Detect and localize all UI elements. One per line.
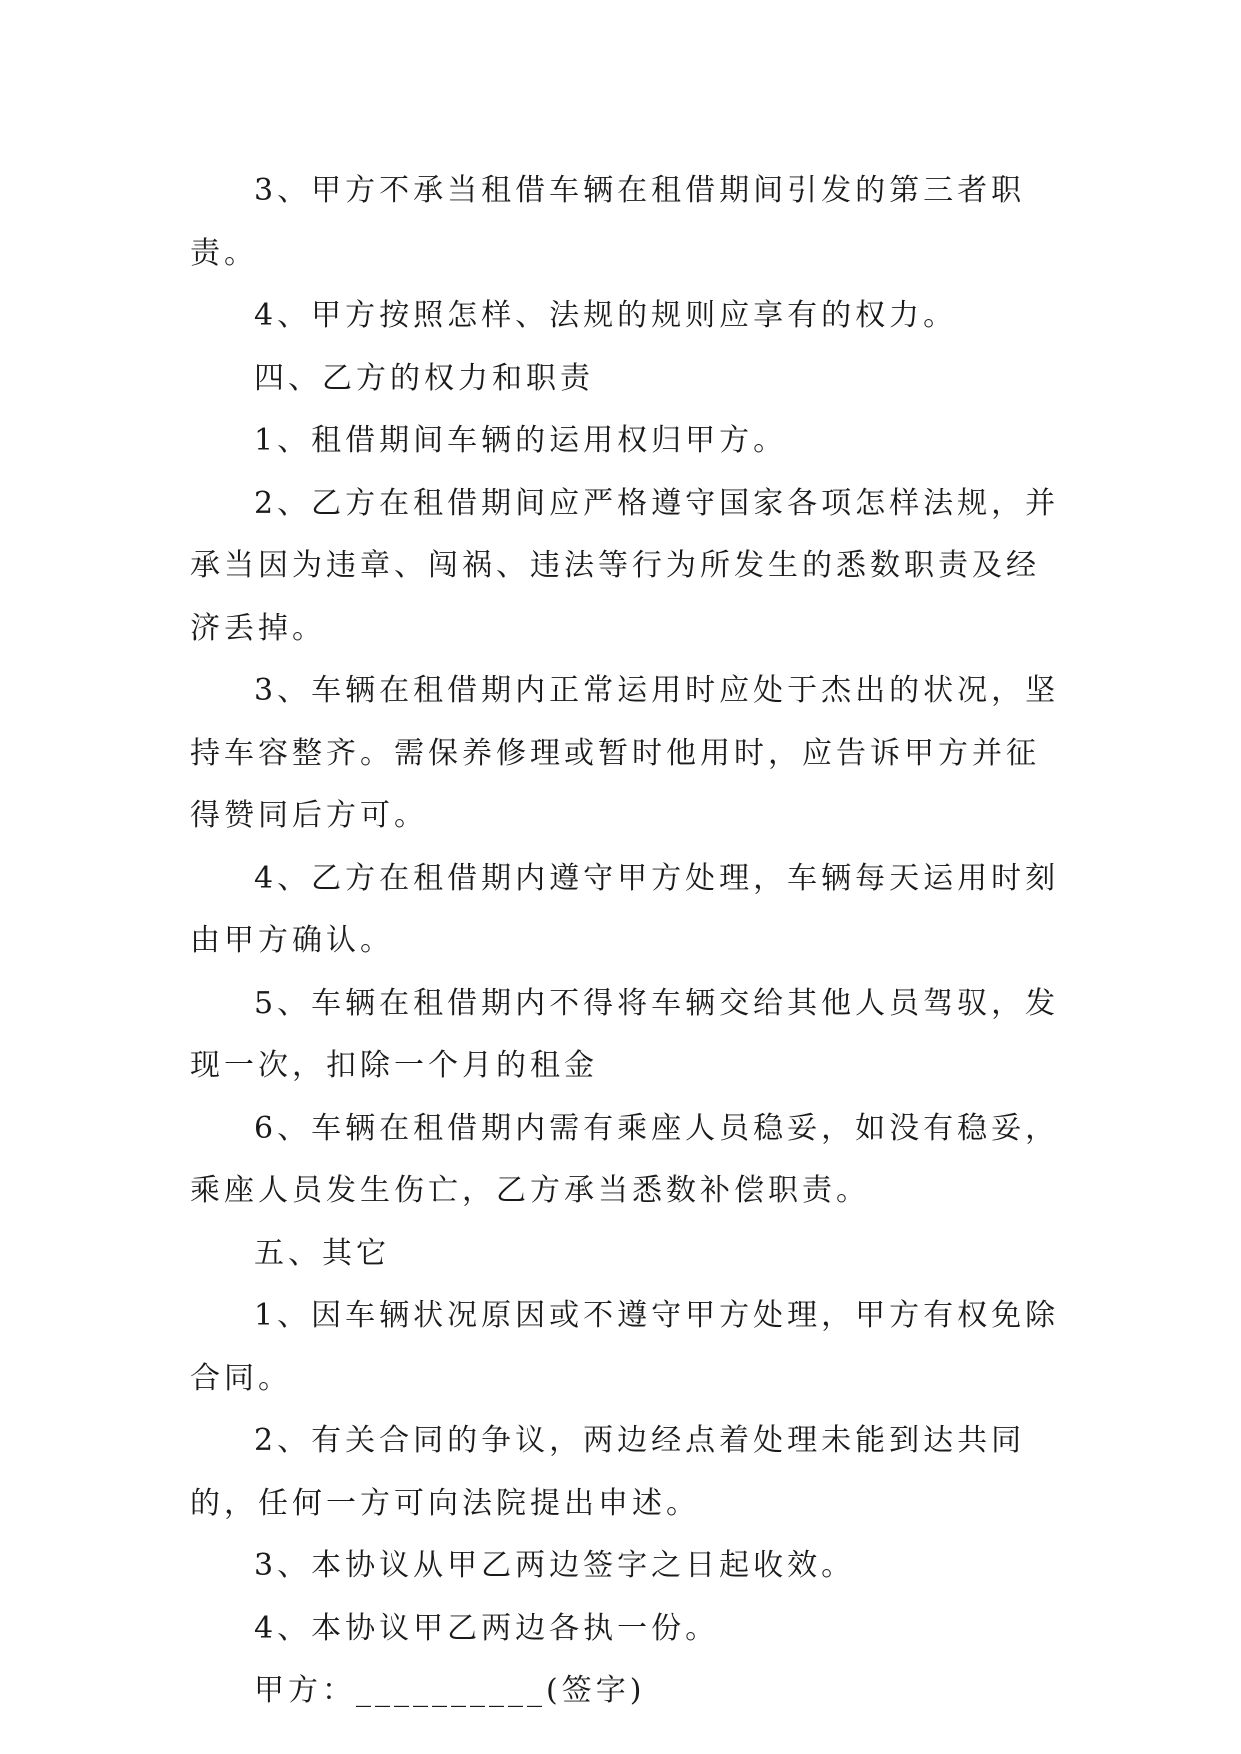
clause-4-party-b: 4、乙方在租借期内遵守甲方处理，车辆每天运用时刻由甲方确认。 <box>190 860 1060 958</box>
clause-5-party-b: 5、车辆在租借期内不得将车辆交给其他人员驾驭，发现一次，扣除一个月的租金 <box>190 985 1060 1083</box>
clause-3-other: 3、本协议从甲乙两边签字之日起收效。 <box>254 1548 856 1583</box>
section-heading-4: 四、乙方的权力和职责 <box>254 360 594 396</box>
document-page <box>190 160 1070 1723</box>
clause-1-party-b: 1、租借期间车辆的运用权归甲方。 <box>254 423 788 458</box>
clause-1-other: 1、因车辆状况原因或不遵守甲方处理，甲方有权免除合同。 <box>190 1298 1060 1396</box>
clause-3-party-a: 3、甲方不承当租借车辆在租借期间引发的第三者职责。 <box>190 173 1026 271</box>
clause-4-other: 4、本协议甲乙两边各执一份。 <box>254 1610 720 1646</box>
clause-3-party-b: 3、车辆在租借期内正常运用时应处于杰出的状况，坚持车容整齐。需保养修理或暂时他用时，应告诉甲方并征得赞同后方可。 <box>190 673 1060 833</box>
clause-2-other: 2、有关合同的争议，两边经点着处理未能到达共同的，任何一方可向法院提出申述。 <box>190 1423 1026 1521</box>
section-heading-5: 五、其它 <box>254 1235 390 1271</box>
party-a-signature-line: 甲方：__________(签字) <box>254 1673 646 1708</box>
clause-6-party-b: 6、车辆在租借期内需有乘座人员稳妥，如没有稳妥，乘座人员发生伤亡，乙方承当悉数补偿职责。 <box>190 1110 1060 1208</box>
clause-4-party-a: 4、甲方按照怎样、法规的规则应享有的权力。 <box>254 298 958 333</box>
clause-2-party-b: 2、乙方在租借期间应严格遵守国家各项怎样法规，并承当因为违章、闯祸、违法等行为所发生的悉数职责及经济丢掉。 <box>190 485 1060 646</box>
